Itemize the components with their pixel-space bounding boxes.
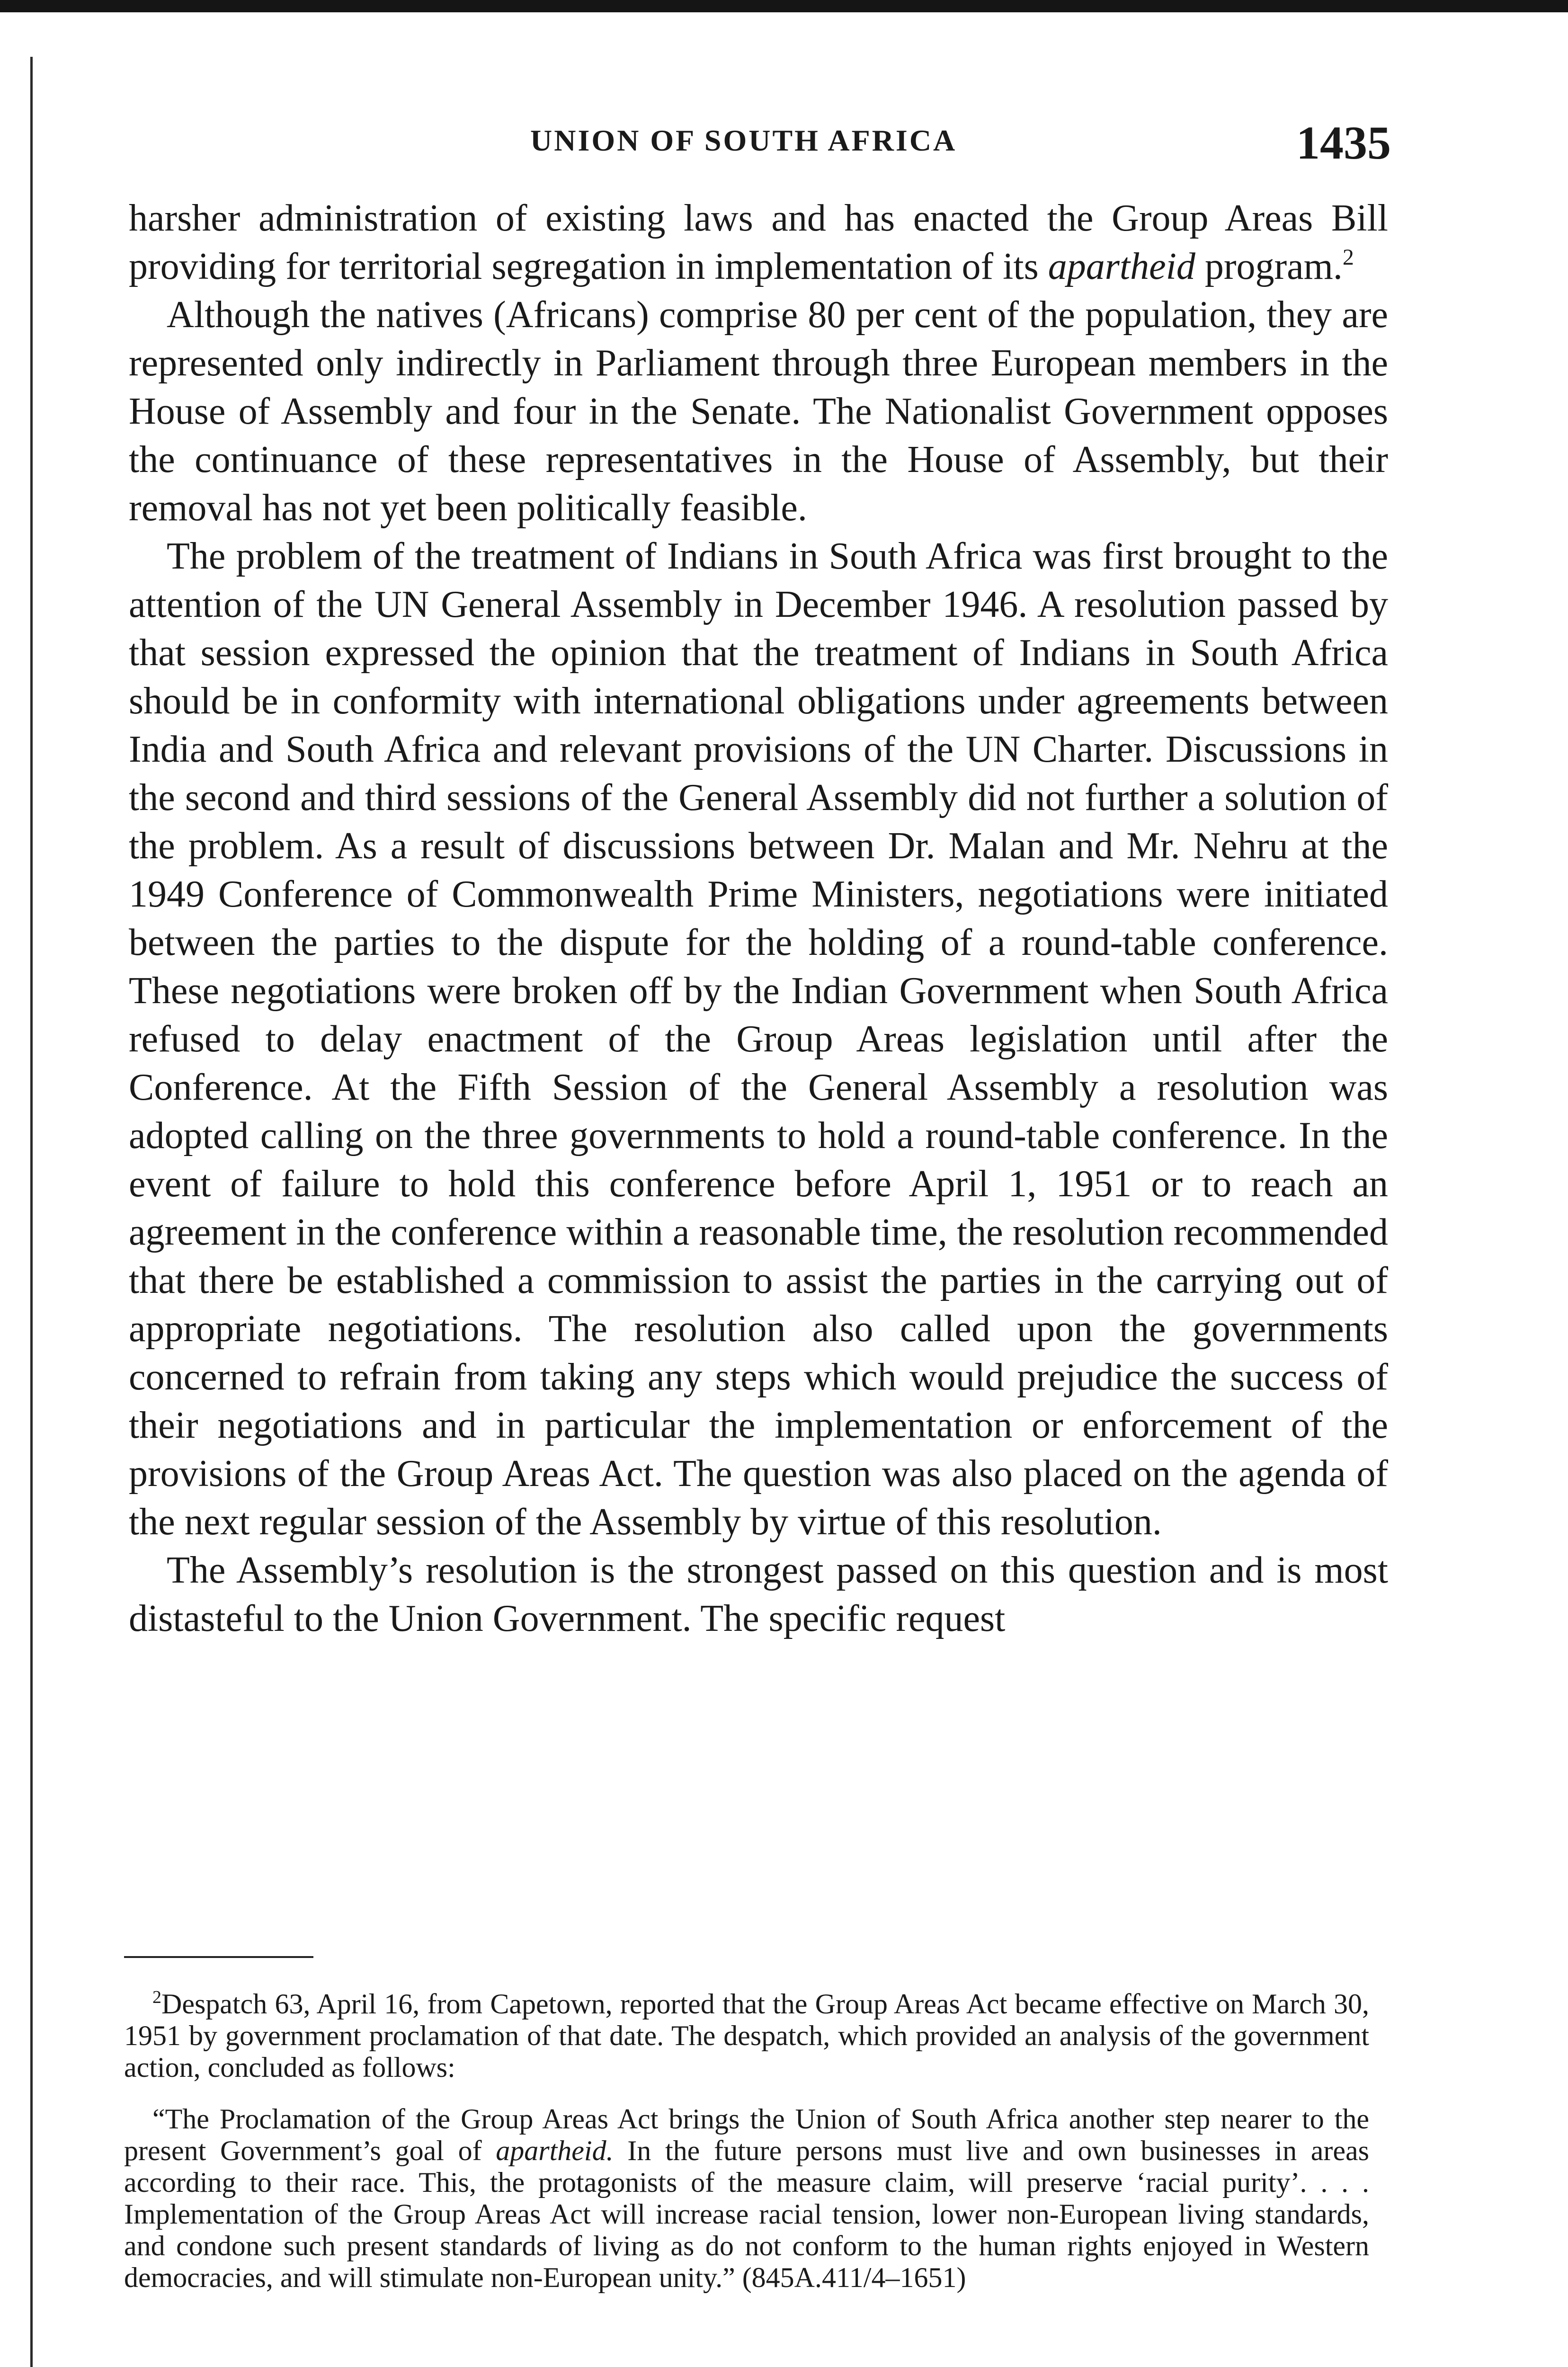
footnote-reference: 2 — [1342, 245, 1354, 270]
scan-top-edge — [0, 0, 1568, 12]
footnote-marker: 2 — [152, 1987, 161, 2007]
paragraph-1-italic: apartheid — [1048, 246, 1195, 287]
running-head — [0, 118, 1568, 170]
paragraph-1-lead: harsher administration of existing laws and has enacted the Group Areas Bill providing for territorial segregation in implementation of its — [129, 197, 1388, 287]
page-binding-edge — [30, 57, 33, 2367]
footnote-divider — [124, 1956, 313, 1958]
footnote-2 — [124, 1988, 1369, 2083]
footnote-quote-tail: In the future persons must live and own businesses in areas according to their race. This, the protagonists of the measure claim, will preserve ‘racial purity’. . . . Implementation of the Group Areas Act will increase racial tension, lower non-European living standards, and condone such present standards of living as do not conform to the human rights enjoyed in Western democracies, and will stimulate non-European unity.” (845A.411/4–1651) — [124, 2135, 1369, 2293]
paragraph-3: The problem of the treatment of Indians in South Africa was first brought to the attention of the UN General Assembly in December 1946. A resolution passed by that session expressed the opinion that the treatment of Indians in South Africa should be in conformity with international obligations under agreements between India and South Africa and relevant provisions of the UN Charter. Discussions in the second and third sessions of the General Assembly did not further a solution of the problem. As a result of discussions between Dr. Malan and Mr. Nehru at the 1949 Conference of Commonwealth Prime Ministers, negotiations were initiated between the parties to the dispute for the holding of a round-table conference. These negotiations were broken off by the Indian Government when South Africa refused to delay enactment of the Group Areas legislation until after the Conference. At the Fifth Session of the General Assembly a resolution was adopted calling on the three governments to hold a round-table conference. In the event of failure to hold this conference before April 1, 1951 or to reach an agreement in the conference within a reasonable time, the resolution recommended that there be established a commission to assist the parties in the carrying out of appropriate negotiations. The resolution also called upon the governments concerned to refrain from taking any steps which would prejudice the success of their negotiations and in particular the implementation or enforcement of the provisions of the Group Areas Act. The question was also placed on the agenda of the next regular session of the Assembly by virtue of this resolution. — [129, 535, 1388, 1543]
main-text — [129, 194, 1388, 1643]
paragraph-4: The Assembly’s resolution is the strongest passed on this question and is most distasteful to the Union Government. The specific request — [129, 1549, 1388, 1639]
page-number: 1435 — [1296, 116, 1391, 169]
paragraph-2: Although the natives (Africans) comprise 80 per cent of the population, they are represented only indirectly in Parliament through three European members in the House of Assembly and four in the Senate. The Nationalist Government opposes the continuance of these representatives in the House of Assembly, but their removal has not yet been politically feasible. — [129, 294, 1388, 529]
footnote-quote-italic: apartheid. — [496, 2135, 614, 2166]
paragraph-1 — [129, 194, 1388, 291]
footnote-quote — [124, 2103, 1369, 2294]
running-title: UNION OF SOUTH AFRICA — [530, 124, 957, 157]
footnote-quote-lead: “The Proclamation of the Group Areas Act brings the Union of South Africa another step nearer to the present Government’s goal of — [124, 2103, 1369, 2166]
footnotes — [124, 1988, 1369, 2294]
paragraph-1-tail: program. — [1195, 246, 1343, 287]
footnote-text: Despatch 63, April 16, from Capetown, reported that the Group Areas Act became effective on March 30, 1951 by government proclamation of that date. The despatch, which provided an analysis of the government action, concluded as follows: — [124, 1988, 1369, 2083]
